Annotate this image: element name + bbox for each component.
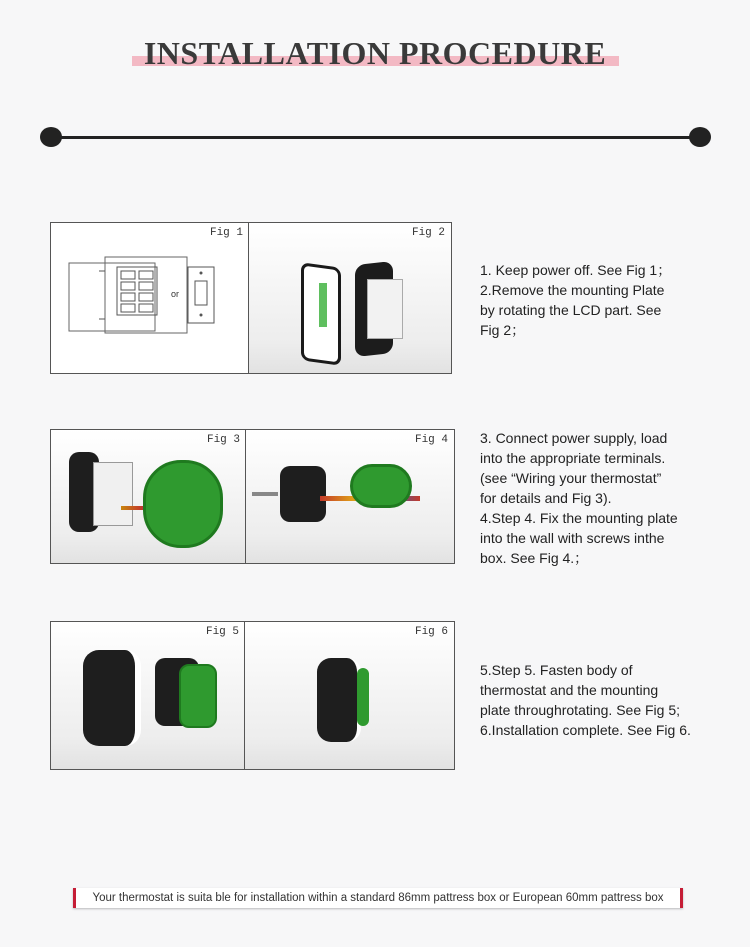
pattress-box	[143, 460, 223, 548]
figure-2	[248, 222, 452, 374]
figure-3	[50, 429, 247, 564]
steps-1-2-text: 1. Keep power off. See Fig 1； 2.Remove the mounting Plate by rotating the LCD part. See Fig 2；	[480, 262, 672, 338]
terminal-block	[367, 279, 403, 339]
screw	[252, 492, 278, 496]
pattress-box-green	[350, 464, 412, 508]
terminal-module	[93, 462, 133, 526]
installed-thermostat	[317, 658, 361, 742]
divider-dot-right	[689, 127, 711, 147]
figure-5-label: Fig 5	[205, 626, 239, 638]
mounting-plate-black	[280, 466, 326, 522]
figure-1-label: Fig 1	[209, 227, 243, 239]
figure-2-label: Fig 2	[411, 227, 445, 239]
breaker-panel-drawing	[51, 223, 249, 373]
divider-line	[50, 136, 700, 139]
figure-6-label: Fig 6	[414, 626, 448, 638]
figure-1	[50, 222, 250, 374]
lcd-screen	[319, 283, 327, 327]
figure-5	[50, 621, 246, 770]
pattress-box-6	[357, 668, 369, 726]
page-title: INSTALLATION PROCEDURE	[143, 35, 607, 71]
steps-5-6-text: 5.Step 5. Fasten body of thermostat and the mounting plate throughrotating. See Fig 5; 6.Installation complete. See Fig 6.	[480, 662, 691, 738]
or-text: or	[171, 289, 180, 299]
compatibility-note: Your thermostat is suita ble for installation within a standard 86mm pattress box or European 60mm pattress box	[73, 888, 683, 908]
figure-6	[244, 621, 455, 770]
figure-4-label: Fig 4	[414, 434, 448, 446]
figure-4	[245, 429, 455, 564]
figure-3-label: Fig 3	[206, 434, 240, 446]
pattress-box-5	[179, 664, 217, 728]
steps-3-4-text: 3. Connect power supply, load into the appropriate terminals. (see “Wiring your thermostat” for details and Fig 3). 4.Step 4. Fix the mounting plate into the wall with screws inthe box. See Fig 4.；	[480, 430, 678, 566]
thermostat-front	[83, 650, 141, 746]
